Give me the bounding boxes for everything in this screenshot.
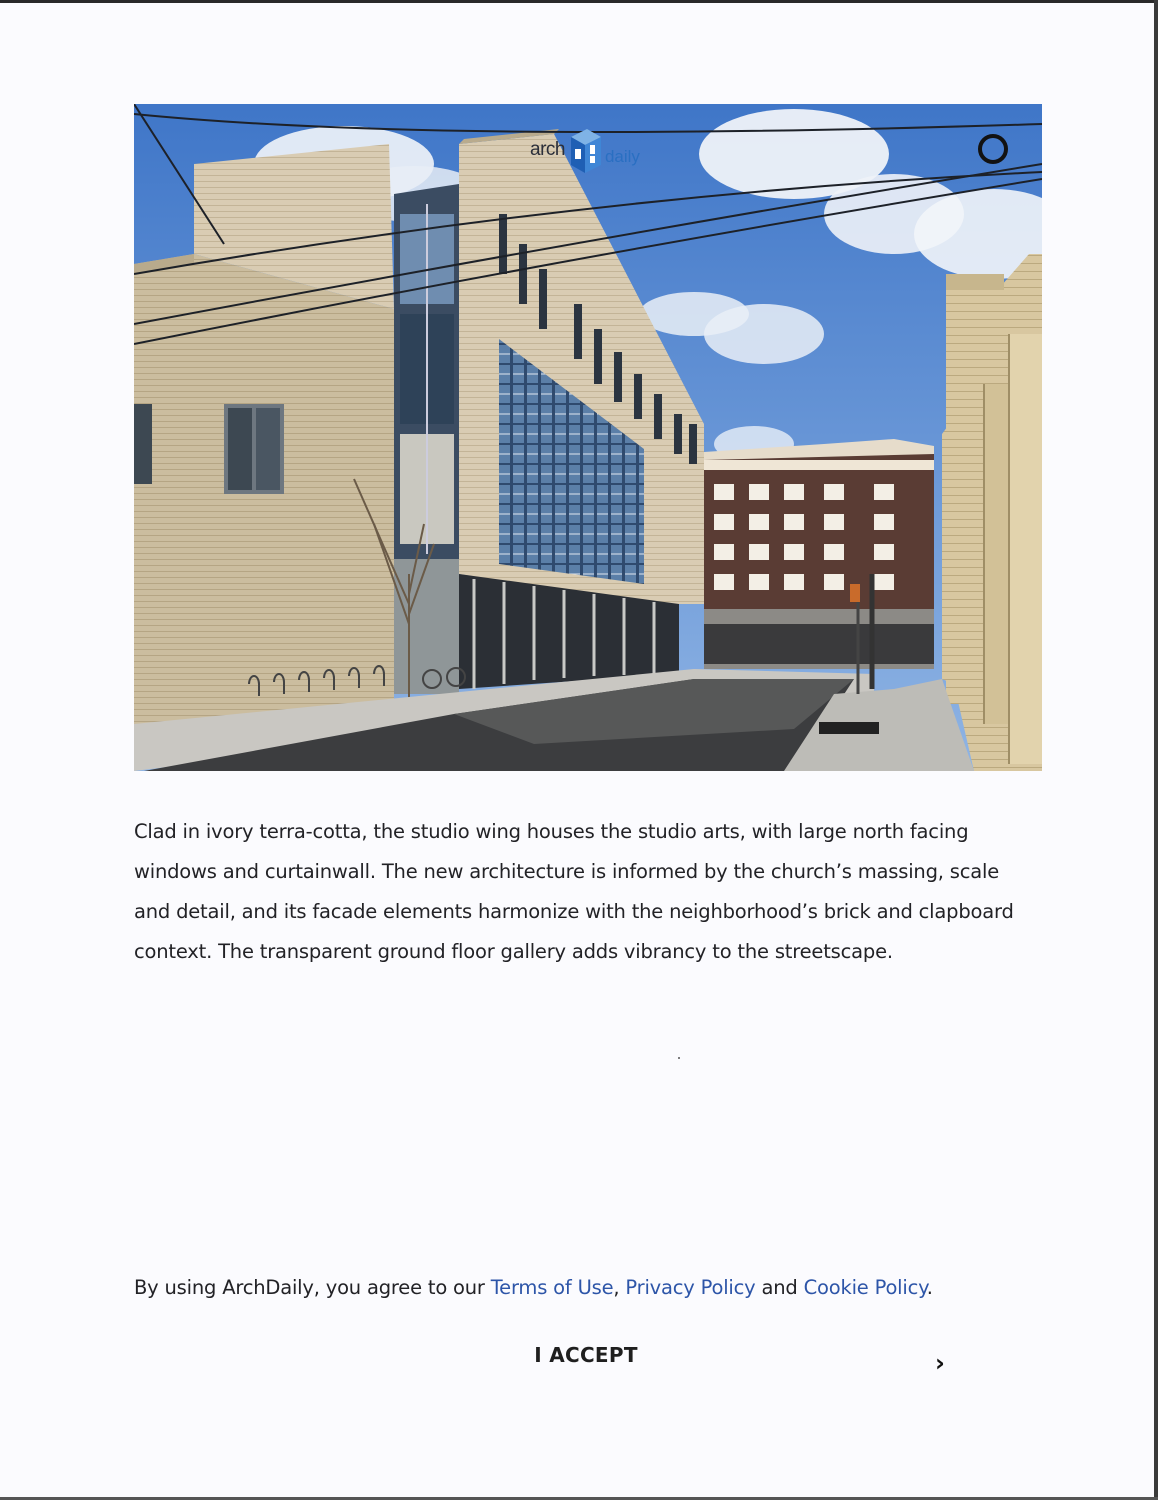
accept-button[interactable]: I ACCEPT	[520, 1338, 652, 1372]
archdaily-logo	[530, 120, 640, 180]
consent-notice	[134, 1276, 1034, 1299]
building-photo	[134, 104, 1042, 771]
consent-prefix: By using ArchDaily, you agree to our	[134, 1276, 491, 1299]
consent-comma: ,	[613, 1276, 626, 1299]
consent-suffix: .	[926, 1276, 933, 1299]
logo-arch-text: arch	[530, 139, 565, 160]
circle-icon	[978, 134, 1008, 164]
scan-edge-top	[0, 0, 1158, 3]
logo-daily-text: daily	[604, 147, 640, 166]
logo-cube-icon	[567, 125, 603, 175]
privacy-policy-link[interactable]: Privacy Policy	[625, 1276, 756, 1299]
photo-caption: Clad in ivory terra-cotta, the studio wing houses the studio arts, with large north facing windows and curtainwall. The new architecture is informed by the church’s massing, scale and detail, and its facade elements harmonize with the neighborhood’s brick and clapboard context. The transparent ground floor gallery adds vibrancy to the streetscape.	[134, 820, 1014, 963]
chevron-right-icon[interactable]: ›	[928, 1348, 952, 1378]
speck	[678, 1057, 680, 1059]
consent-and: and	[755, 1276, 804, 1299]
scan-edge-right	[1154, 0, 1158, 1500]
terms-of-use-link[interactable]: Terms of Use	[490, 1276, 614, 1299]
cookie-policy-link[interactable]: Cookie Policy	[803, 1276, 927, 1299]
